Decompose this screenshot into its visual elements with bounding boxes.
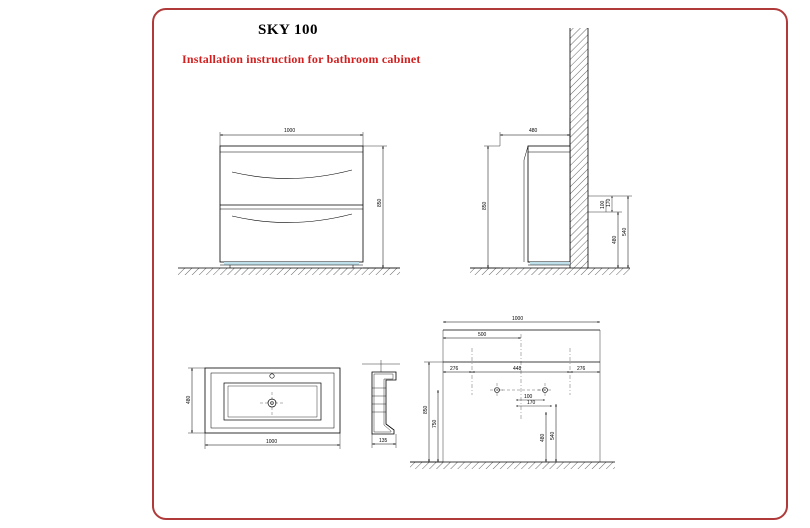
dim-side-lower-480: 480 [612, 235, 618, 244]
dim-wall-small-100: 100 [524, 394, 533, 400]
dim-front-width: 1000 [284, 128, 296, 134]
dim-wall-height-480: 480 [540, 433, 546, 442]
dim-side-upper-170: 170 [606, 198, 612, 207]
basin-plan-view [186, 368, 340, 449]
dim-wall-height-750: 750 [432, 419, 438, 428]
front-elevation-view [178, 128, 400, 275]
dim-side-lower-540: 540 [622, 227, 628, 236]
dim-side-upper-100: 100 [600, 200, 606, 209]
page-subtitle: Installation instruction for bathroom cabinet [182, 52, 421, 66]
dim-wall-small-170: 170 [527, 400, 536, 406]
dim-front-height: 850 [377, 198, 383, 207]
dim-side-height: 850 [482, 201, 488, 210]
dim-basin-depth: 480 [186, 395, 192, 404]
dim-side-depth: 480 [529, 128, 538, 134]
basin-section-view [362, 360, 400, 448]
dim-section-height: 135 [379, 438, 388, 444]
dim-wall-right-offset: 276 [577, 366, 586, 372]
dim-wall-height-540: 540 [550, 431, 556, 440]
side-elevation-view [470, 28, 632, 275]
dim-wall-total-width: 1000 [512, 316, 524, 322]
dim-wall-height-850: 850 [423, 405, 429, 414]
page-title: SKY 100 [258, 22, 319, 38]
dim-wall-left-offset: 276 [450, 366, 459, 372]
dim-basin-width: 1000 [266, 439, 278, 445]
dim-wall-center-span: 448 [513, 366, 522, 372]
dim-wall-half-width: 500 [478, 332, 487, 338]
wall-mounting-plan-view [410, 316, 615, 469]
